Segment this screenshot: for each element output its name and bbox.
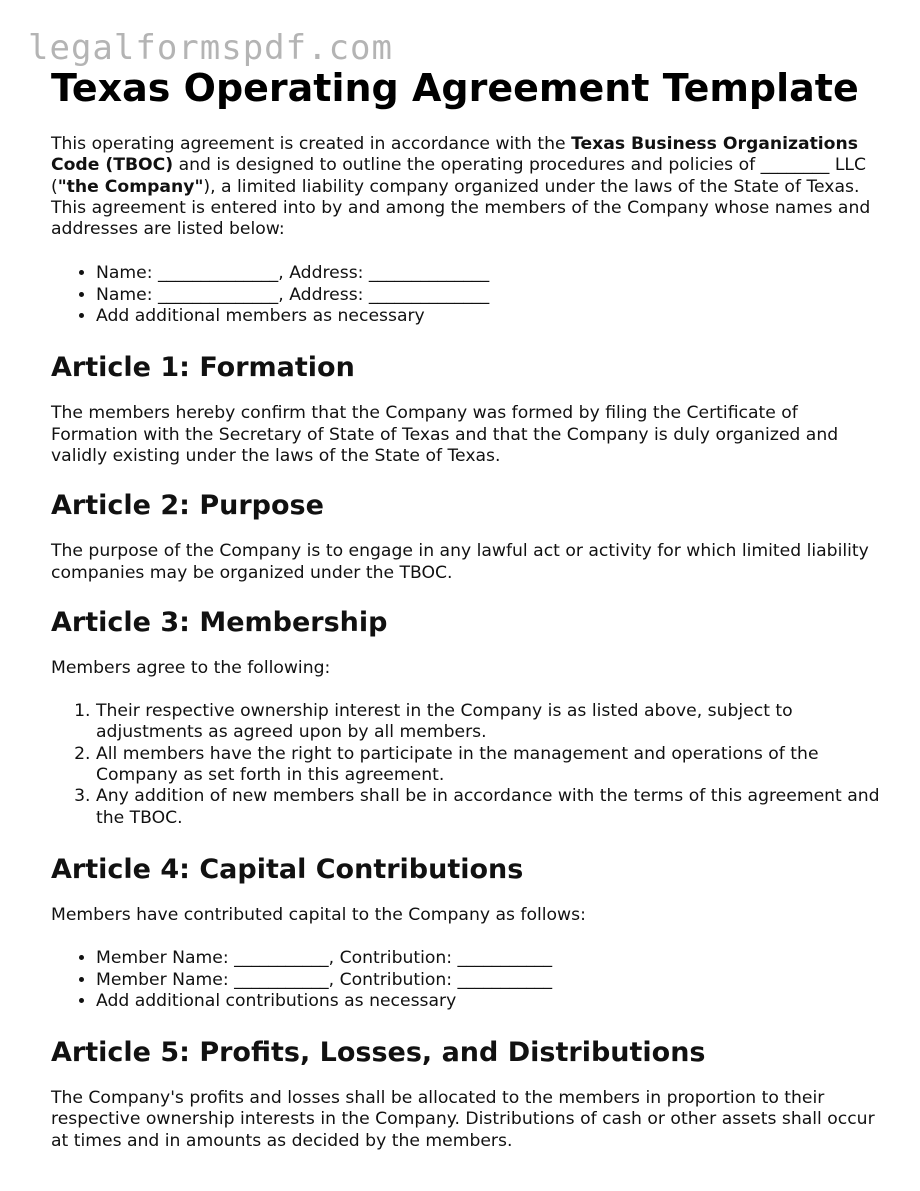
list-item: • Member Name: ___________, Contribution: ___________ [96, 948, 881, 969]
list-item: • Add additional contributions as necessary [96, 991, 881, 1012]
list-item: • Name: ______________, Address: ______________ [96, 285, 881, 306]
intro-bold-tboc: Texas Business Organizations Code (TBOC) [51, 134, 858, 176]
article-5-heading: Article 5: Profits, Losses, and Distributions [51, 1037, 706, 1069]
list-item: 1. Their respective ownership interest in the Company is as listed above, subject to adjustments as agreed upon by all members. [96, 701, 881, 744]
list-item: 2. All members have the right to participate in the management and operations of the Company as set forth in this agreement. [96, 744, 881, 787]
article-5-text: The Company's profits and losses shall be allocated to the members in proportion to their respective ownership interests in the Company. Distributions of cash or other assets shall occur at times and in amounts as decided by the members. [51, 1088, 875, 1151]
list-item: 3. Any addition of new members shall be in accordance with the terms of this agreement and the TBOC. [96, 786, 881, 829]
article-2-text: The purpose of the Company is to engage in any lawful act or activity for which limited liability companies may be organized under the TBOC. [51, 541, 869, 583]
members-list [51, 263, 881, 327]
membership-terms-list [51, 701, 881, 829]
intro-text-1: This operating agreement is created in accordance with the [51, 134, 572, 154]
contributions-list [51, 948, 881, 1012]
intro-bold-company: "the Company" [57, 176, 204, 197]
intro-paragraph [51, 134, 881, 240]
intro-text-3: ), a limited liability company organized under the laws of the State of Texas. This agreement is entered into by and among the members of the Company whose names and addresses are listed below: [51, 176, 871, 240]
article-4-heading: Article 4: Capital Contributions [51, 853, 524, 885]
document-title: Texas Operating Agreement Template [51, 66, 859, 110]
article-3-heading: Article 3: Membership [51, 606, 388, 638]
article-2-heading: Article 2: Purpose [51, 490, 324, 522]
article-1-text: The members hereby confirm that the Company was formed by filing the Certificate of Formation with the Secretary of State of Texas and that the Company is duly organized and validly existing under the laws of the State of Texas. [51, 403, 839, 466]
article-1-heading: Article 1: Formation [51, 352, 355, 384]
list-item: • Name: ______________, Address: ______________ [96, 263, 881, 284]
article-2-section [51, 489, 881, 584]
article-4-text: Members have contributed capital to the Company as follows: [51, 904, 586, 925]
article-3-text: Members agree to the following: [51, 657, 331, 678]
article-3-section [51, 606, 881, 829]
list-item: • Member Name: ___________, Contribution: ___________ [96, 970, 881, 991]
document-body [51, 66, 881, 1174]
article-1-section [51, 351, 881, 467]
watermark: legalformspdf.com [28, 28, 393, 68]
article-5-section [51, 1036, 881, 1152]
list-item: • Add additional members as necessary [96, 306, 881, 327]
intro-text-2: and is designed to outline the operating procedures and policies of ________ LLC ( [51, 155, 866, 197]
article-4-section [51, 853, 881, 1012]
